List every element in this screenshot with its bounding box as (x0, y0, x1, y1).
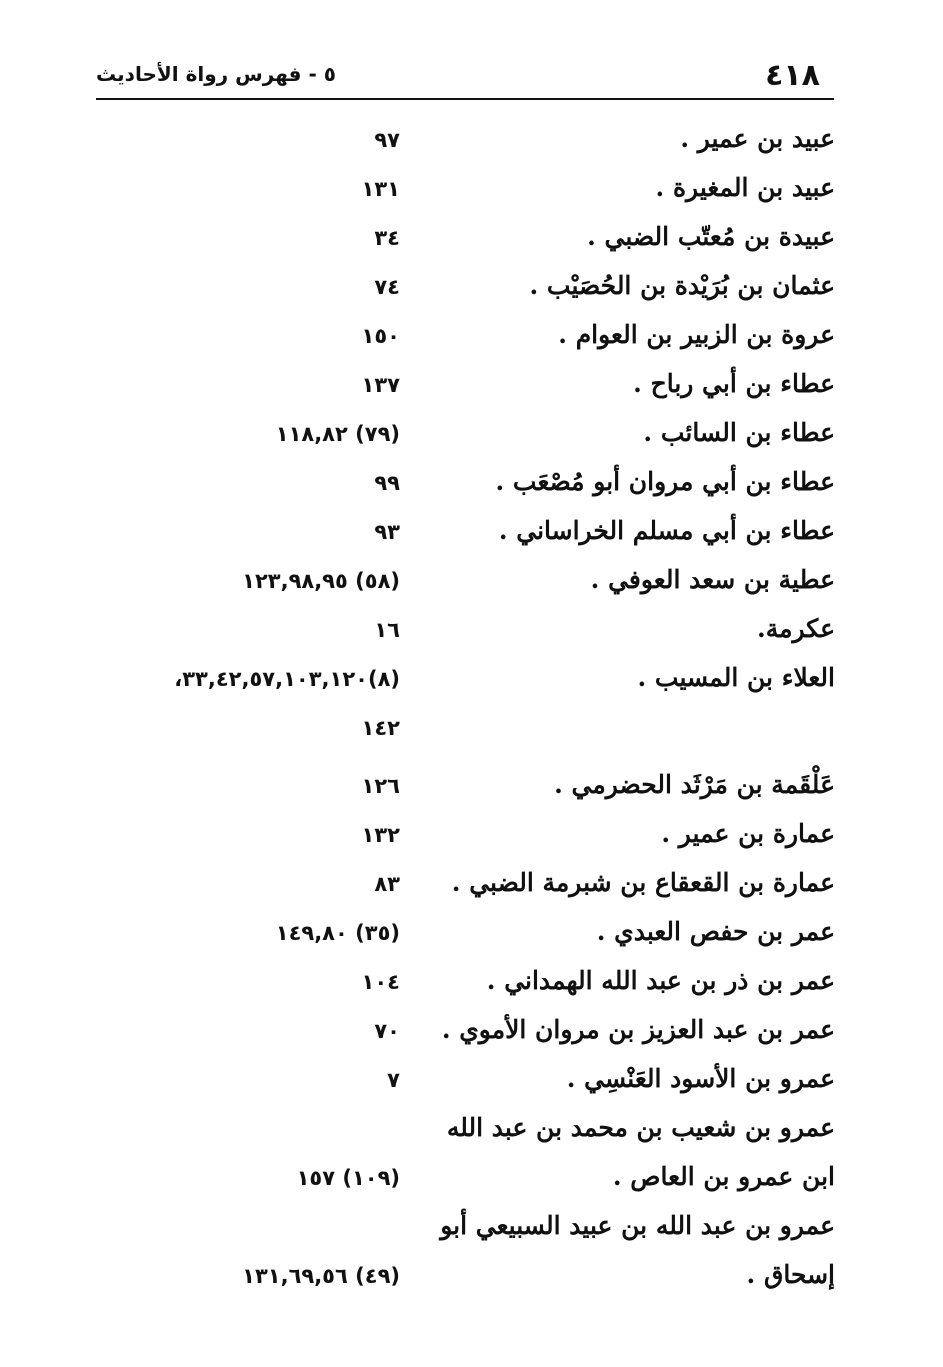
index-row (0, 314, 943, 363)
index-row (0, 559, 943, 608)
narrator-name: عطاء بن السائب . (643, 418, 835, 447)
section-title: ٥ - فهرس رواة الأحاديث (96, 62, 336, 86)
hadith-references: ١٣٢ (361, 823, 400, 847)
index-row (0, 1254, 943, 1303)
hadith-references: ٩٧ (374, 128, 400, 152)
index-row (0, 764, 943, 813)
index-row (0, 1156, 943, 1205)
narrator-name: عمرو بن الأسود العَنْسِي . (566, 1064, 835, 1093)
hadith-references: ٧٤ (374, 275, 400, 299)
index-row (0, 1205, 943, 1254)
index-row (0, 461, 943, 510)
index-row (0, 911, 943, 960)
index-row (0, 118, 943, 167)
narrator-name: عمارة بن عمير . (661, 819, 835, 848)
hadith-references: ١٢٦ (361, 774, 400, 798)
index-row (0, 1058, 943, 1107)
index-row (0, 363, 943, 412)
narrator-name: عروة بن الزبير بن العوام . (558, 320, 835, 349)
hadith-references: (٣٥) ١٤٩,٨٠ (275, 921, 400, 945)
index-row (0, 510, 943, 559)
narrator-name: عبيد بن المغيرة . (655, 173, 835, 202)
narrator-name: إسحاق . (746, 1260, 835, 1289)
hadith-references: ٧ (387, 1068, 400, 1092)
narrator-name: عطاء بن أبي مروان أبو مُصْعَب . (495, 467, 835, 496)
hadith-references: ٩٩ (374, 471, 400, 495)
narrator-name: عَلْقَمة بن مَرْثَد الحضرمي . (554, 770, 835, 799)
page-header (96, 58, 834, 100)
index-row (0, 265, 943, 314)
hadith-references: ١٣١ (361, 177, 400, 201)
narrator-name: عمرو بن عبد الله بن عبيد السبيعي أبو (440, 1211, 835, 1240)
narrator-index-list (0, 118, 943, 1303)
narrator-name: عطية بن سعد العوفي . (590, 565, 835, 594)
index-row (0, 1009, 943, 1058)
hadith-references: (٧٩) ١١٨,٨٢ (275, 422, 400, 446)
narrator-name: العلاء بن المسيب . (637, 663, 835, 692)
index-row (0, 216, 943, 265)
index-row (0, 167, 943, 216)
hadith-references: ١٠٤ (361, 970, 400, 994)
index-row (0, 412, 943, 461)
index-row (0, 1107, 943, 1156)
hadith-references: ١٥٠ (361, 324, 400, 348)
hadith-references: ٣٤ (374, 226, 400, 250)
hadith-references: ٩٣ (374, 520, 400, 544)
hadith-references: (١٠٩) ١٥٧ (296, 1166, 400, 1190)
index-row (0, 862, 943, 911)
narrator-name: عمر بن ذر بن عبد الله الهمداني . (486, 966, 835, 995)
index-row (0, 657, 943, 706)
narrator-name: ابن عمرو بن العاص . (612, 1162, 835, 1191)
narrator-name: عثمان بن بُرَيْدة بن الحُصَيْب . (529, 271, 835, 300)
page-number: ٤١٨ (765, 58, 820, 93)
hadith-references: (٤٩) ١٣١,٦٩,٥٦ (242, 1264, 400, 1288)
index-row (0, 608, 943, 657)
index-row (0, 960, 943, 1009)
narrator-name: عمرو بن شعيب بن محمد بن عبد الله (446, 1113, 835, 1142)
hadith-references: ٨٣ (374, 872, 400, 896)
narrator-name: عبيد بن عمير . (680, 124, 835, 153)
hadith-references: ١٦ (374, 618, 400, 642)
hadith-references: ١٤٢ (361, 716, 400, 740)
hadith-references: (٨)٣٣,٤٢,٥٧,١٠٣,١٢٠، (174, 667, 400, 691)
narrator-name: عطاء بن أبي مسلم الخراساني . (498, 516, 835, 545)
narrator-name: عطاء بن أبي رباح . (633, 369, 835, 398)
hadith-references: ٧٠ (374, 1019, 400, 1043)
narrator-name: عمارة بن القعقاع بن شبرمة الضبي . (451, 868, 835, 897)
narrator-name: عمر بن حفص العبدي . (596, 917, 835, 946)
index-row (0, 706, 943, 764)
narrator-name: عبيدة بن مُعتّب الضبي . (587, 222, 835, 251)
index-row (0, 813, 943, 862)
narrator-name: عكرمة. (756, 614, 835, 643)
narrator-name: عمر بن عبد العزيز بن مروان الأموي . (441, 1015, 835, 1044)
hadith-references: (٥٨) ١٢٣,٩٨,٩٥ (242, 569, 400, 593)
hadith-references: ١٣٧ (361, 373, 400, 397)
